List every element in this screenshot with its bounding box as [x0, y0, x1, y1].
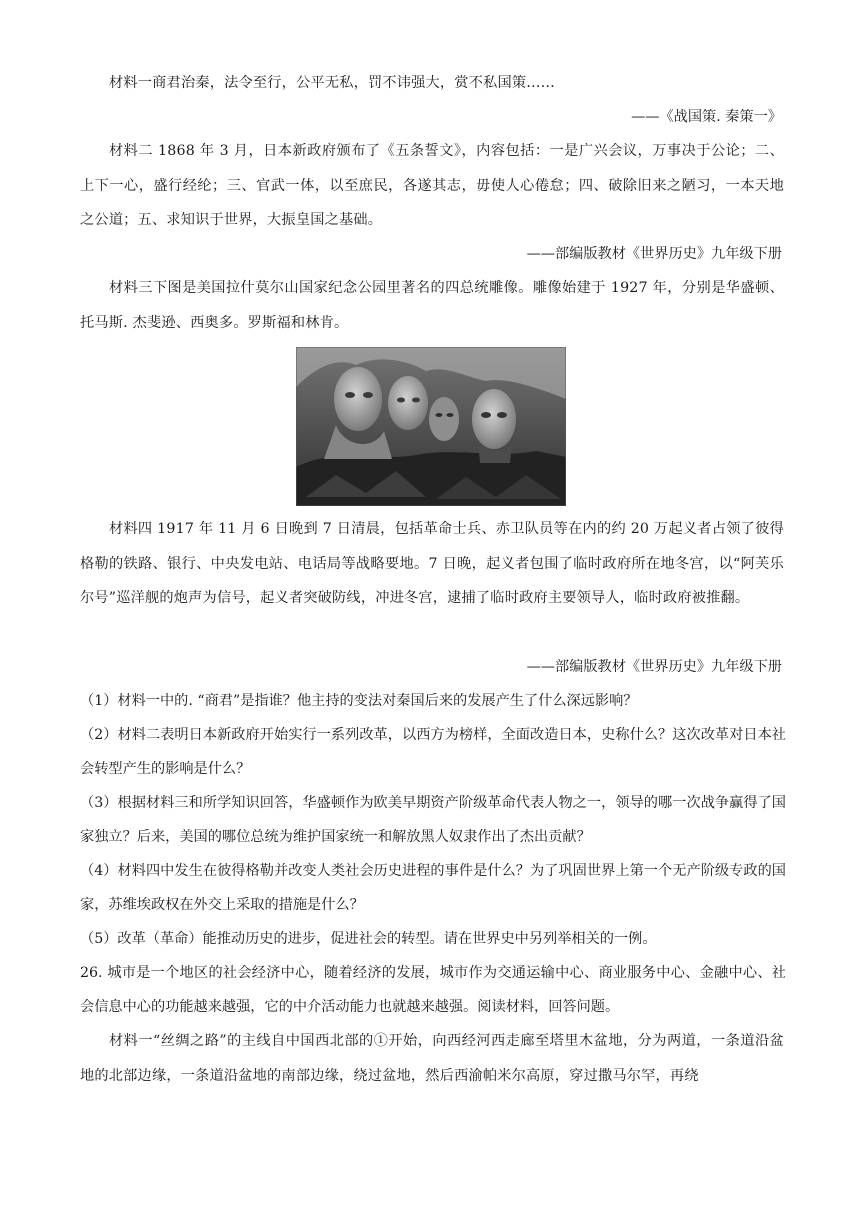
- question-2: （2）材料二表明日本新政府开始实行一系列改革，以西方为榜样，全面改造日本，史称什么？这次改革对日本社会转型产生的影响是什么？: [80, 727, 786, 777]
- material-4-source: ——部编版教材《世界历史》九年级下册: [526, 659, 782, 675]
- material-2-source: ——部编版教材《世界历史》九年级下册: [526, 246, 782, 262]
- question-5: （5）改革（革命）能推动历史的进步，促进社会的转型。请在世界史中另列举相关的一例。: [80, 931, 657, 947]
- material-4-text: 材料四 1917 年 11 月 6 日晚到 7 日清晨，包括革命士兵、赤卫队员等在内的约 20 万起义者占领了彼得格勒的铁路、银行、中央发电站、电话局等战略要地。7 日晚，起义者包围了临时政府所在地冬宫，以“阿芙乐尔号”巡洋舰的炮声为信号，起义者突破防线，冲进冬宫，逮捕了临时政府主要领导人，临时政府被推翻。: [80, 521, 784, 606]
- question-26-intro: 26. 城市是一个地区的社会经济中心，随着经济的发展，城市作为交通运输中心、商业服务中心、金融中心、社会信息中心的功能越来越强，它的中介活动能力也就越来越强。阅读材料，回答问题。: [80, 965, 786, 1015]
- question-3: （3）根据材料三和所学知识回答，华盛顿作为欧美早期资产阶级革命代表人物之一，领导的哪一次战争赢得了国家独立？后来，美国的哪位总统为维护国家统一和解放黑人奴隶作出了杰出贡献？: [80, 795, 786, 845]
- mount-rushmore-photo: [296, 347, 566, 506]
- question-26-material-1: 材料一“丝绸之路”的主线自中国西北部的①开始，向西经河西走廊至塔里木盆地，分为两道，一条道沿盆地的北部边缘，一条道沿盆地的南部边缘，绕过盆地，然后西渝帕米尔高原，穿过撒马尔罕，再绕: [80, 1033, 784, 1084]
- question-1: （1）材料一中的. “商君”是指谁？他主持的变法对秦国后来的发展产生了什么深远影响？: [80, 693, 638, 709]
- material-2-text: 材料二 1868 年 3 月，日本新政府颁布了《五条誓文》，内容包括：一是广兴会议，万事决于公论；二、上下一心，盛行经纶；三、官武一体，以至庶民，各遂其志，毋使人心倦怠；四、破除旧来之陋习，一本天地之公道；五、求知识于世界，大振皇国之基础。: [80, 143, 784, 228]
- material-1-text: 材料一商君治秦，法令至行，公平无私，罚不讳强大，赏不私国策……: [109, 75, 556, 91]
- material-1-source: ——《战国策. 秦策一》: [631, 109, 782, 125]
- material-3-text: 材料三下图是美国拉什莫尔山国家纪念公园里著名的四总统雕像。雕像始建于 1927 年，分别是华盛顿、托马斯. 杰斐逊、西奥多。罗斯福和林肯。: [80, 280, 784, 331]
- question-4: （4）材料四中发生在彼得格勒并改变人类社会历史进程的事件是什么？为了巩固世界上第一个无产阶级专政的国家，苏维埃政权在外交上采取的措施是什么？: [80, 863, 786, 913]
